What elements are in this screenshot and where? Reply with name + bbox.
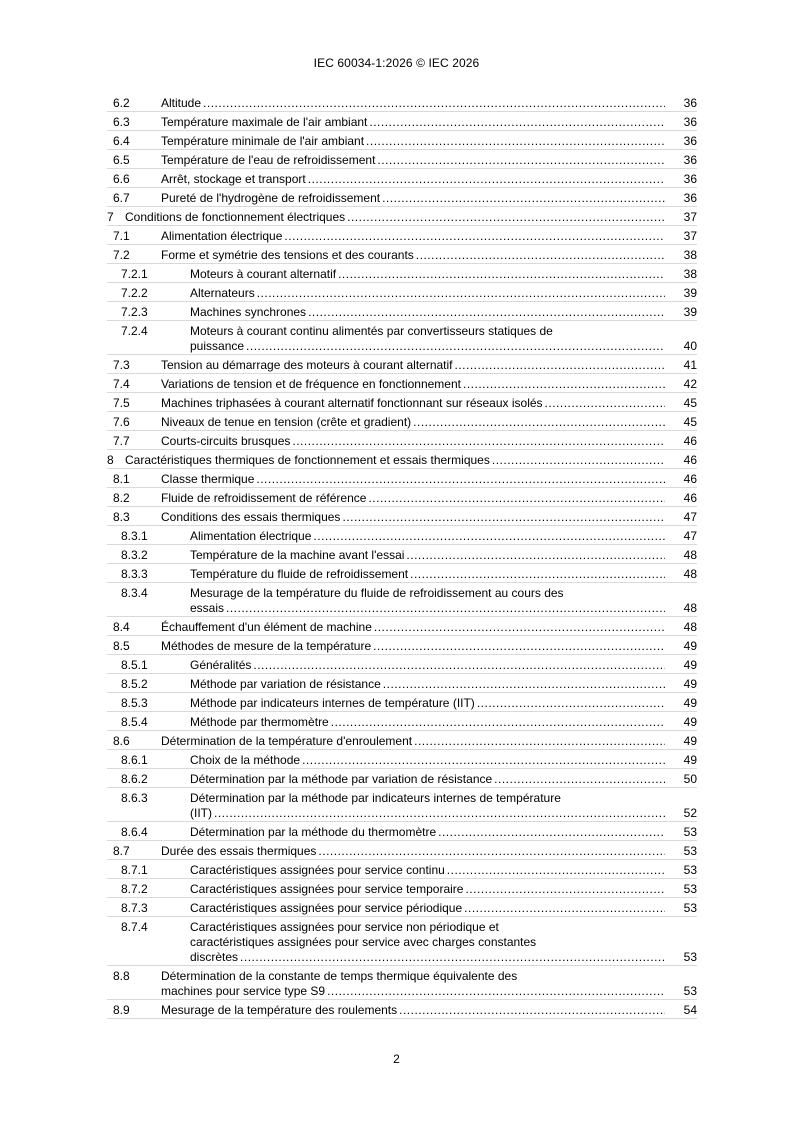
toc-entry[interactable]	[107, 150, 697, 169]
toc-entry-page: 46	[683, 491, 697, 505]
toc-entry[interactable]	[107, 712, 697, 731]
dot-leader	[302, 753, 665, 768]
toc-entry-number: 8.8	[113, 969, 130, 983]
toc-entry-title: Méthode par indicateurs internes de température (IIT)	[190, 696, 475, 710]
toc-entry-number: 7.5	[113, 396, 130, 410]
toc-entry[interactable]	[107, 674, 697, 693]
dot-leader	[284, 229, 665, 244]
toc-entry-page: 36	[683, 96, 697, 110]
toc-entry-number: 8.7.2	[121, 882, 148, 896]
toc-entry-title: discrètes	[190, 950, 239, 964]
toc-entry-title: machines pour service type S9	[161, 984, 326, 998]
toc-entry[interactable]	[107, 412, 697, 431]
toc-entry-page: 46	[683, 472, 697, 486]
toc-entry-title-line: caractéristiques assignées pour service avec charges constantes	[190, 935, 537, 949]
page-number: 2	[393, 1052, 400, 1066]
toc-entry-page: 53	[683, 984, 697, 998]
dot-leader	[226, 601, 665, 616]
dot-leader	[406, 548, 665, 563]
toc-entry-page: 39	[683, 305, 697, 319]
dot-leader	[413, 415, 665, 430]
toc-entry[interactable]	[107, 966, 697, 1000]
toc-entry-number: 8.3.4	[121, 586, 148, 600]
toc-entry[interactable]	[107, 617, 697, 636]
toc-entry-title: Moteurs à courant alternatif	[190, 267, 337, 281]
toc-entry[interactable]	[107, 693, 697, 712]
toc-entry-number: 7.2.2	[121, 286, 148, 300]
toc-entry-title: Conditions de fonctionnement électriques	[125, 210, 346, 224]
toc-entry[interactable]	[107, 879, 697, 898]
dot-leader	[447, 863, 665, 878]
toc-entry[interactable]	[107, 207, 697, 226]
toc-entry-page: 49	[683, 639, 697, 653]
toc-entry-title: Durée des essais thermiques	[161, 844, 317, 858]
toc-entry[interactable]	[107, 564, 697, 583]
toc-entry-title: Choix de la méthode	[190, 753, 301, 767]
toc-entry[interactable]	[107, 636, 697, 655]
dot-leader	[369, 115, 665, 130]
toc-entry[interactable]	[107, 374, 697, 393]
toc-entry-number: 8.3.1	[121, 529, 148, 543]
toc-entry[interactable]	[107, 526, 697, 545]
toc-entry-number: 8.7.1	[121, 863, 148, 877]
toc-entry-title: Alternateurs	[190, 286, 255, 300]
toc-entry-title: Température minimale de l'air ambiant	[161, 134, 365, 148]
toc-entry-page: 53	[683, 825, 697, 839]
toc-entry-title: Détermination par la méthode par variation de résistance	[190, 772, 493, 786]
toc-entry[interactable]	[107, 131, 697, 150]
toc-entry-number: 7.6	[113, 415, 130, 429]
toc-entry-number: 6.6	[113, 172, 130, 186]
toc-entry-page: 53	[683, 901, 697, 915]
dot-leader	[246, 339, 665, 354]
toc-entry[interactable]	[107, 841, 697, 860]
toc-entry-number: 8.3.3	[121, 567, 148, 581]
toc-entry-number: 8.6.4	[121, 825, 148, 839]
toc-entry[interactable]	[107, 469, 697, 488]
dot-leader	[366, 134, 665, 149]
dot-leader	[373, 639, 665, 654]
toc-entry-number: 6.5	[113, 153, 130, 167]
toc-entry-number: 6.3	[113, 115, 130, 129]
toc-entry-number: 8.3.2	[121, 548, 148, 562]
toc-entry-number: 6.2	[113, 96, 130, 110]
toc-entry-title: Machines synchrones	[190, 305, 307, 319]
toc-entry-page: 36	[683, 172, 697, 186]
dot-leader	[545, 396, 665, 411]
dot-leader	[331, 715, 665, 730]
toc-entry-page: 46	[683, 434, 697, 448]
toc-entry-page: 49	[683, 677, 697, 691]
dot-leader	[463, 377, 665, 392]
toc-entry-title: Température du fluide de refroidissement	[190, 567, 409, 581]
toc-entry-page: 49	[683, 658, 697, 672]
toc-entry-number: 7.4	[113, 377, 130, 391]
toc-entry-number: 8	[107, 453, 114, 467]
toc-entry-title-line: Mesurage de la température du fluide de refroidissement au cours des	[190, 586, 564, 600]
toc-entry-title: Arrêt, stockage et transport	[161, 172, 306, 186]
toc-entry-title: Température de l'eau de refroidissement	[161, 153, 376, 167]
toc-entry-number: 8.7	[113, 844, 130, 858]
toc-entry[interactable]	[107, 788, 697, 822]
toc-entry[interactable]	[107, 750, 697, 769]
toc-entry-page: 38	[683, 267, 697, 281]
toc-entry-page: 45	[683, 415, 697, 429]
dot-leader	[240, 950, 665, 965]
toc-entry-page: 53	[683, 863, 697, 877]
dot-leader	[214, 806, 665, 821]
toc-entry[interactable]	[107, 917, 697, 966]
toc-entry-page: 48	[683, 567, 697, 581]
toc-entry-number: 8.5.3	[121, 696, 148, 710]
toc-entry-title: Méthode par variation de résistance	[190, 677, 381, 691]
toc-entry-page: 38	[683, 248, 697, 262]
toc-entry-page: 48	[683, 601, 697, 615]
toc-entry-number: 8.6.2	[121, 772, 148, 786]
toc-entry[interactable]	[107, 822, 697, 841]
toc-entry-page: 48	[683, 548, 697, 562]
toc-entry-title: Machines triphasées à courant alternatif fonctionnant sur réseaux isolés	[161, 396, 543, 410]
toc-entry-number: 8.3	[113, 510, 130, 524]
toc-entry-number: 8.6.3	[121, 791, 148, 805]
toc-entry-number: 7.7	[113, 434, 130, 448]
toc-entry-title: Pureté de l'hydrogène de refroidissement	[161, 191, 381, 205]
toc-entry-title: Forme et symétrie des tensions et des courants	[161, 248, 414, 262]
toc-entry[interactable]	[107, 188, 697, 207]
toc-entry-title: Tension au démarrage des moteurs à courant alternatif	[161, 358, 453, 372]
toc-entry[interactable]	[107, 355, 697, 374]
toc-entry[interactable]	[107, 112, 697, 131]
toc-entry-page: 47	[683, 529, 697, 543]
toc-entry-title-line: Détermination de la constante de temps thermique équivalente des	[161, 969, 518, 983]
toc-entry-page: 40	[683, 339, 697, 353]
dot-leader	[382, 191, 665, 206]
toc-entry-number: 8.5.1	[121, 658, 148, 672]
toc-entry-number: 8.7.3	[121, 901, 148, 915]
toc-entry-number: 8.5	[113, 639, 130, 653]
toc-entry-title: Caractéristiques assignées pour service périodique	[190, 901, 463, 915]
toc-entry-page: 53	[683, 950, 697, 964]
toc-entry-title: Alimentation électrique	[190, 529, 312, 543]
toc-entry-title-line: Moteurs à courant continu alimentés par convertisseurs statiques de	[190, 324, 553, 338]
toc-entry-number: 8.9	[113, 1003, 130, 1017]
dot-leader	[256, 472, 665, 487]
toc-entry-number: 7.2.3	[121, 305, 148, 319]
toc-entry-page: 54	[683, 1003, 697, 1017]
toc-entry-page: 50	[683, 772, 697, 786]
toc-entry-title-line: Détermination par la méthode par indicateurs internes de température	[190, 791, 561, 805]
toc-entry-title: Méthode par thermomètre	[190, 715, 329, 729]
dot-leader	[477, 696, 665, 711]
toc-entry-number: 6.7	[113, 191, 130, 205]
toc-entry-title: Méthodes de mesure de la température	[161, 639, 372, 653]
toc-entry-page: 42	[683, 377, 697, 391]
toc-entry-number: 7.2.1	[121, 267, 148, 281]
toc-entry-title: Échauffement d'un élément de machine	[161, 620, 372, 634]
dot-leader	[416, 248, 665, 263]
toc-entry[interactable]	[107, 860, 697, 879]
dot-leader	[465, 882, 665, 897]
toc-entry-page: 48	[683, 620, 697, 634]
toc-entry[interactable]	[107, 583, 697, 617]
toc-entry-title: Conditions des essais thermiques	[161, 510, 341, 524]
dot-leader	[318, 844, 665, 859]
toc-entry-title: Courts-circuits brusques	[161, 434, 291, 448]
toc-entry[interactable]	[107, 169, 697, 188]
toc-entry-page: 37	[683, 210, 697, 224]
toc-entry[interactable]	[107, 1000, 697, 1019]
dot-leader	[203, 96, 665, 111]
toc-entry-page: 39	[683, 286, 697, 300]
toc-entry-page: 53	[683, 882, 697, 896]
dot-leader	[257, 286, 665, 301]
dot-leader	[410, 567, 665, 582]
dot-leader	[368, 491, 665, 506]
toc-entry-title: Classe thermique	[161, 472, 255, 486]
toc-entry-number: 7.1	[113, 229, 130, 243]
toc-entry-number: 8.1	[113, 472, 130, 486]
toc-entry-number: 8.2	[113, 491, 130, 505]
toc-entry-page: 47	[683, 510, 697, 524]
toc-entry[interactable]	[107, 321, 697, 355]
toc-entry-title: Caractéristiques thermiques de fonctionnement et essais thermiques	[125, 453, 490, 467]
toc-entry-title: Température maximale de l'air ambiant	[161, 115, 368, 129]
toc-entry-title: Caractéristiques assignées pour service continu	[190, 863, 445, 877]
dot-leader	[308, 305, 665, 320]
toc-entry-title: Généralités	[190, 658, 252, 672]
toc-entry-title: Caractéristiques assignées pour service temporaire	[190, 882, 464, 896]
toc-entry-page: 49	[683, 753, 697, 767]
dot-leader	[313, 529, 665, 544]
toc-entry-number: 8.5.4	[121, 715, 148, 729]
dot-leader	[414, 734, 665, 749]
toc-entry-title: Fluide de refroidissement de référence	[161, 491, 367, 505]
page-header: IEC 60034-1:2026 © IEC 2026	[313, 56, 480, 70]
toc-entry-title: Alimentation électrique	[161, 229, 283, 243]
toc-entry[interactable]	[107, 655, 697, 674]
toc-entry-number: 7.2	[113, 248, 130, 262]
toc-entry-number: 8.5.2	[121, 677, 148, 691]
toc-entry-page: 49	[683, 734, 697, 748]
dot-leader	[494, 772, 665, 787]
dot-leader	[374, 620, 665, 635]
toc-entry-title: Variations de tension et de fréquence en fonctionnement	[161, 377, 461, 391]
toc-entry-number: 7	[107, 210, 114, 224]
dot-leader	[347, 210, 665, 225]
dot-leader	[342, 510, 665, 525]
toc-entry-page: 53	[683, 844, 697, 858]
toc-entry[interactable]	[107, 731, 697, 750]
toc-entry[interactable]	[107, 302, 697, 321]
toc-entry[interactable]	[107, 507, 697, 526]
toc-entry[interactable]	[107, 245, 697, 264]
toc-entry-page: 36	[683, 134, 697, 148]
toc-entry[interactable]	[107, 393, 697, 412]
toc-entry-title: Température de la machine avant l'essai	[190, 548, 405, 562]
toc-entry[interactable]	[107, 264, 697, 283]
dot-leader	[292, 434, 665, 449]
toc-entry-page: 52	[683, 806, 697, 820]
toc-entry-title: Détermination par la méthode du thermomètre	[190, 825, 437, 839]
toc-entry[interactable]	[107, 488, 697, 507]
toc-entry-number: 8.6	[113, 734, 130, 748]
dot-leader	[464, 901, 665, 916]
dot-leader	[399, 1003, 665, 1018]
toc-entry[interactable]	[107, 769, 697, 788]
toc-entry-number: 6.4	[113, 134, 130, 148]
toc-entry-page: 49	[683, 715, 697, 729]
toc-entry[interactable]	[107, 450, 697, 469]
toc-entry-page: 41	[683, 358, 697, 372]
toc-entry[interactable]	[107, 898, 697, 917]
toc-entry[interactable]	[107, 93, 697, 112]
toc-entry-page: 36	[683, 153, 697, 167]
dot-leader	[383, 677, 665, 692]
toc-entry[interactable]	[107, 431, 697, 450]
toc-entry-page: 36	[683, 115, 697, 129]
toc-entry-page: 37	[683, 229, 697, 243]
dot-leader	[253, 658, 665, 673]
toc-entry[interactable]	[107, 545, 697, 564]
toc-entry-number: 8.6.1	[121, 753, 148, 767]
dot-leader	[308, 172, 665, 187]
toc-entry-page: 46	[683, 453, 697, 467]
dot-leader	[327, 984, 665, 999]
dot-leader	[377, 153, 665, 168]
toc-entry-title: puissance	[190, 339, 245, 353]
toc-entry-title: Altitude	[161, 96, 202, 110]
dot-leader	[438, 825, 665, 840]
toc-entry-title: Détermination de la température d'enroulement	[161, 734, 413, 748]
toc-entry-title: (IIT)	[190, 806, 212, 820]
table-of-contents	[107, 93, 697, 1019]
dot-leader	[492, 453, 665, 468]
toc-entry[interactable]	[107, 283, 697, 302]
toc-entry-page: 36	[683, 191, 697, 205]
toc-entry-page: 49	[683, 696, 697, 710]
dot-leader	[455, 358, 666, 373]
toc-entry-title: essais	[190, 601, 225, 615]
toc-entry[interactable]	[107, 226, 697, 245]
toc-entry-number: 7.2.4	[121, 324, 148, 338]
toc-entry-title-line: Caractéristiques assignées pour service non périodique et	[190, 920, 499, 934]
dot-leader	[338, 267, 665, 282]
toc-entry-title: Mesurage de la température des roulements	[161, 1003, 398, 1017]
toc-entry-title: Niveaux de tenue en tension (crête et gradient)	[161, 415, 412, 429]
toc-entry-number: 7.3	[113, 358, 130, 372]
toc-entry-number: 8.4	[113, 620, 130, 634]
toc-entry-page: 45	[683, 396, 697, 410]
toc-entry-number: 8.7.4	[121, 920, 148, 934]
